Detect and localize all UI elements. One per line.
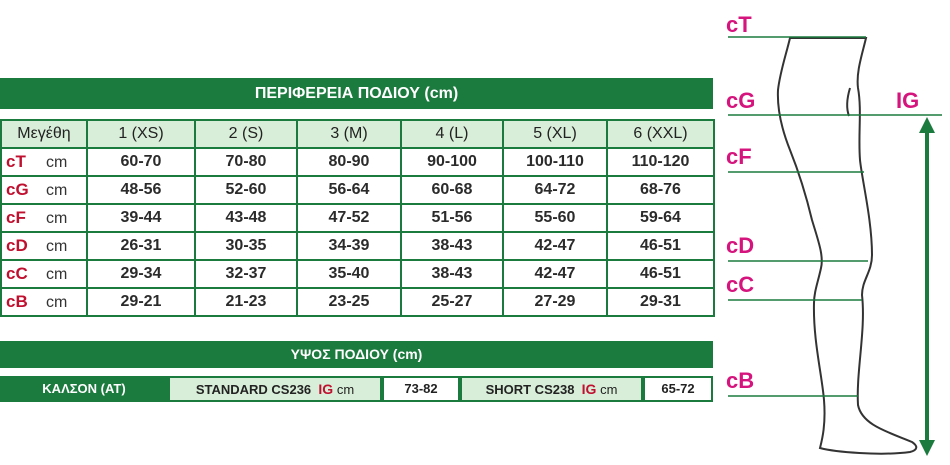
value-cell: 51-56 <box>401 204 503 232</box>
value-cell: 60-68 <box>401 176 503 204</box>
value-cell: 27-29 <box>503 288 607 316</box>
value-cell: 30-35 <box>195 232 297 260</box>
measure-code: cB <box>6 292 28 311</box>
measure-code: cF <box>6 208 26 227</box>
unit-label: cm <box>600 382 618 397</box>
ig-code: IG <box>318 381 334 397</box>
table-row <box>1 204 714 232</box>
size-header: 6 (XXL) <box>607 120 714 148</box>
value-cell: 39-44 <box>87 204 195 232</box>
value-cell: 48-56 <box>87 176 195 204</box>
value-cell: 64-72 <box>503 176 607 204</box>
size-header: 1 (XS) <box>87 120 195 148</box>
table-row <box>1 260 714 288</box>
value-cell: 35-40 <box>297 260 401 288</box>
size-header: 5 (XL) <box>503 120 607 148</box>
value-cell: 55-60 <box>503 204 607 232</box>
value-cell: 60-70 <box>87 148 195 176</box>
value-cell: 42-47 <box>503 232 607 260</box>
row-label <box>1 176 87 204</box>
unit-label: cm <box>46 154 68 171</box>
leg-measurement-diagram <box>715 0 950 465</box>
row-label <box>1 204 87 232</box>
short-size-label <box>460 376 643 402</box>
cb-label: cB <box>726 368 755 393</box>
value-cell: 52-60 <box>195 176 297 204</box>
size-header: 4 (L) <box>401 120 503 148</box>
value-cell: 56-64 <box>297 176 401 204</box>
ct-label: cT <box>726 12 752 37</box>
measure-code: cT <box>6 152 26 171</box>
value-cell: 23-25 <box>297 288 401 316</box>
cg-label: cG <box>726 88 756 113</box>
leg-height-row <box>0 376 713 402</box>
cc-label: cC <box>726 272 755 297</box>
value-cell: 25-27 <box>401 288 503 316</box>
value-cell: 43-48 <box>195 204 297 232</box>
row-label <box>1 288 87 316</box>
value-cell: 110-120 <box>607 148 714 176</box>
row-label <box>1 260 87 288</box>
leg-height-banner: ΥΨΟΣ ΠΟΔΙΟΥ (cm) <box>0 341 713 368</box>
unit-label: cm <box>46 238 68 255</box>
table-row <box>1 148 714 176</box>
value-cell: 100-110 <box>503 148 607 176</box>
cd-label: cD <box>726 233 755 258</box>
unit-label: cm <box>46 294 68 311</box>
row-label <box>1 232 87 260</box>
standard-size-label <box>168 376 382 402</box>
value-cell: 42-47 <box>503 260 607 288</box>
circumference-title-banner: ΠΕΡΙΦΕΡΕΙΑ ΠΟΔΙΟΥ (cm) <box>0 78 713 109</box>
value-cell: 46-51 <box>607 232 714 260</box>
size-table <box>0 119 715 317</box>
table-row <box>1 288 714 316</box>
table-row <box>1 176 714 204</box>
product-label: ΚΑΛΣΟΝ (AT) <box>0 376 168 402</box>
table-row <box>1 232 714 260</box>
cf-label: cF <box>726 144 752 169</box>
measure-code: cG <box>6 180 29 199</box>
value-cell: 29-21 <box>87 288 195 316</box>
unit-label: cm <box>46 266 68 283</box>
value-cell: 80-90 <box>297 148 401 176</box>
unit-label: cm <box>336 382 355 397</box>
size-header: 3 (M) <box>297 120 401 148</box>
short-height-value: 65-72 <box>643 376 713 402</box>
measure-code: cD <box>6 236 28 255</box>
value-cell: 70-80 <box>195 148 297 176</box>
value-cell: 32-37 <box>195 260 297 288</box>
short-code: SHORT CS238 <box>485 382 575 397</box>
value-cell: 90-100 <box>401 148 503 176</box>
unit-label: cm <box>46 210 68 227</box>
value-cell: 34-39 <box>297 232 401 260</box>
value-cell: 47-52 <box>297 204 401 232</box>
value-cell: 38-43 <box>401 232 503 260</box>
measure-code: cC <box>6 264 28 283</box>
row-label <box>1 148 87 176</box>
standard-code: STANDARD CS236 <box>195 382 312 397</box>
size-header-row <box>1 120 714 148</box>
value-cell: 46-51 <box>607 260 714 288</box>
standard-height-value: 73-82 <box>382 376 460 402</box>
value-cell: 68-76 <box>607 176 714 204</box>
ig-code: IG <box>581 381 597 397</box>
value-cell: 38-43 <box>401 260 503 288</box>
value-cell: 59-64 <box>607 204 714 232</box>
value-cell: 29-31 <box>607 288 714 316</box>
size-label-cell: Μεγέθη <box>1 120 87 148</box>
crotch-line <box>847 88 850 116</box>
value-cell: 29-34 <box>87 260 195 288</box>
unit-label: cm <box>46 182 68 199</box>
value-cell: 21-23 <box>195 288 297 316</box>
value-cell: 26-31 <box>87 232 195 260</box>
size-header: 2 (S) <box>195 120 297 148</box>
ig-label: IG <box>896 88 920 113</box>
